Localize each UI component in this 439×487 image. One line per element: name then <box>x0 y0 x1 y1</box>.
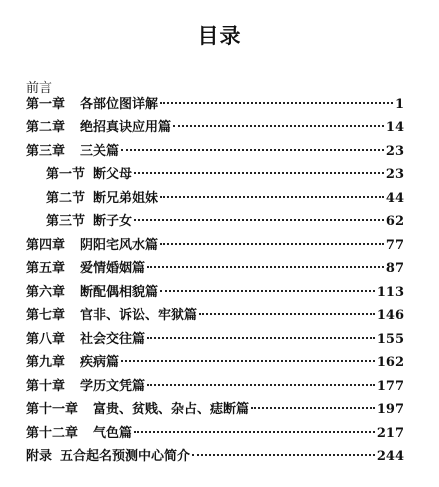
toc-entry <box>26 331 404 349</box>
toc-entry-page: 14 <box>385 120 404 135</box>
toc-entry-number: 第九章 <box>26 355 66 370</box>
toc-subentry <box>46 166 404 184</box>
toc-entry-title: 三关篇 <box>80 144 120 159</box>
toc-entry-page: 197 <box>376 402 404 417</box>
toc-entry <box>26 119 404 137</box>
toc-entry-number: 附录 <box>26 449 53 464</box>
dot-leader <box>121 360 375 362</box>
toc-entry-number: 第三节 <box>46 214 86 229</box>
toc-entry-title: 学历文凭篇 <box>80 379 146 394</box>
toc-entry-page: 44 <box>385 191 404 206</box>
dot-leader <box>173 125 384 127</box>
toc-entry <box>26 354 404 372</box>
toc-entry-page: 113 <box>376 285 404 300</box>
toc-entry-title: 疾病篇 <box>80 355 120 370</box>
toc-entry-title: 各部位图详解 <box>80 97 159 112</box>
dot-leader <box>147 337 375 339</box>
toc-entry-page: 62 <box>385 214 404 229</box>
page-title: 目录 <box>197 24 242 48</box>
toc-entry-page: 217 <box>376 426 404 441</box>
toc-entry <box>26 378 404 396</box>
toc-entry <box>26 237 404 255</box>
preface-entry: 前言 <box>26 81 53 96</box>
toc-entry-number: 第十章 <box>26 379 66 394</box>
toc-entry-number: 第三章 <box>26 144 66 159</box>
toc-entry <box>26 96 404 114</box>
toc-entry-page: 23 <box>385 167 404 182</box>
dot-leader <box>251 407 375 409</box>
dot-leader <box>134 431 375 433</box>
toc-entry-title: 断配偶相貌篇 <box>80 285 159 300</box>
dot-leader <box>199 313 375 315</box>
toc-subentry <box>46 190 404 208</box>
dot-leader <box>160 243 384 245</box>
toc-entry-title: 官非、诉讼、牢狱篇 <box>80 308 198 323</box>
toc-subentry <box>46 213 404 231</box>
toc-entry-number: 第十一章 <box>26 402 79 417</box>
dot-leader <box>160 290 375 292</box>
toc-entry-title: 断父母 <box>93 167 133 182</box>
toc-entry-number: 第十二章 <box>26 426 79 441</box>
toc-entry-page: 87 <box>385 261 404 276</box>
dot-leader <box>147 384 375 386</box>
toc-entry-page: 77 <box>385 238 404 253</box>
toc-entry-number: 第五章 <box>26 261 66 276</box>
toc-entry <box>26 425 404 443</box>
toc-entry-appendix <box>26 448 404 466</box>
toc-entry-title: 爱情婚姻篇 <box>80 261 146 276</box>
toc-entry-title: 断兄弟姐妹 <box>93 191 159 206</box>
toc-entry-page: 162 <box>376 355 404 370</box>
toc-entry-number: 第一章 <box>26 97 66 112</box>
toc-entry <box>26 401 404 419</box>
toc-entry-title: 富贵、贫贱、杂占、痣断篇 <box>93 402 250 417</box>
toc-entry-title: 五合起名预测中心简介 <box>60 449 191 464</box>
dot-leader <box>134 172 384 174</box>
toc-entry-page: 146 <box>376 308 404 323</box>
toc-entry <box>26 284 404 302</box>
toc-entry-number: 第一节 <box>46 167 86 182</box>
toc-entry-title: 社会交往篇 <box>80 332 146 347</box>
toc-entry <box>26 307 404 325</box>
toc-entry-title: 断子女 <box>93 214 133 229</box>
toc-entry-number: 第二节 <box>46 191 86 206</box>
toc-entry-number: 第二章 <box>26 120 66 135</box>
dot-leader <box>147 266 384 268</box>
dot-leader <box>160 102 393 104</box>
toc-entry-number: 第七章 <box>26 308 66 323</box>
dot-leader <box>160 196 384 198</box>
toc-entry-number: 第六章 <box>26 285 66 300</box>
toc-entry-title: 气色篇 <box>93 426 133 441</box>
toc-entry <box>26 143 404 161</box>
toc-entry-page: 1 <box>394 97 404 112</box>
toc-entry-title: 阴阳宅风水篇 <box>80 238 159 253</box>
dot-leader <box>134 219 384 221</box>
toc-entry-page: 244 <box>376 449 404 464</box>
toc-entry-number: 第八章 <box>26 332 66 347</box>
dot-leader <box>192 454 375 456</box>
toc-entry-title: 绝招真诀应用篇 <box>80 120 172 135</box>
dot-leader <box>121 149 384 151</box>
toc-entry-page: 155 <box>376 332 404 347</box>
toc-entry-number: 第四章 <box>26 238 66 253</box>
toc-entry-page: 23 <box>385 144 404 159</box>
toc-entry <box>26 260 404 278</box>
toc-entry-page: 177 <box>376 379 404 394</box>
